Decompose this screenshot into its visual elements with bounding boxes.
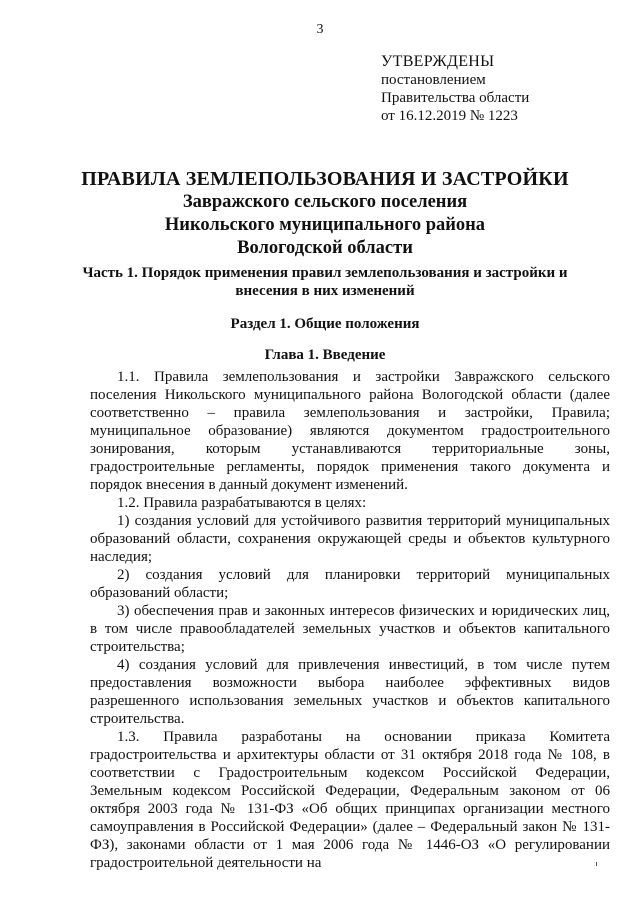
approval-line: Правительства области [381, 90, 530, 106]
paragraph-1-3: 1.3. Правила разработаны на основании приказа Комитета градостроительства и архитектуры области от 31 октября 2018 года № 108, в соответствии с Градостроительным кодексом Российской Федерации, Земельным кодексом Российской Федерации, Федеральным законом от 06 октября 2003 года № 131-ФЗ «Об общих принципах организации местного самоуправления в Российской Федерации» (далее – Федеральный закон № 131-ФЗ), законами области от 1 мая 2006 года № 1446-ОЗ «О регулировании градостроительной деятельности на [90, 729, 610, 871]
list-item: 2) создания условий для планировки территорий муниципальных образований области; [90, 567, 610, 601]
title-main: ПРАВИЛА ЗЕМЛЕПОЛЬЗОВАНИЯ И ЗАСТРОЙКИ [81, 168, 569, 190]
document-body [90, 368, 610, 872]
approval-title: УТВЕРЖДЕНЫ [381, 53, 495, 70]
list-item: 3) обеспечения прав и законных интересов физических и юридических лиц, в том числе правообладателей земельных участков и объектов капитального строительства; [90, 603, 610, 655]
paragraph-1-2: 1.2. Правила разрабатываются в целях: [117, 495, 367, 511]
part-heading: Часть 1. Порядок применения правил землепользования и застройки и внесения в них изменений [82, 265, 568, 299]
document-title [40, 167, 610, 260]
chapter-heading: Глава 1. Введение [264, 347, 386, 363]
list-item: 4) создания условий для привлечения инвестиций, в том числе путем предоставления возможности выбора наиболее эффективных видов разрешенного использования земельных участков и объектов капитального строительства. [90, 657, 610, 727]
section-heading: Раздел 1. Общие положения [230, 316, 420, 332]
list-item: 1) создания условий для устойчивого развития территорий муниципальных образований области, сохранения окружающей среды и объектов культурного наследия; [90, 513, 610, 565]
approval-date: от 16.12.2019 № 1223 [381, 108, 518, 124]
page-number: 3 [316, 22, 324, 37]
paragraph-1-1: 1.1. Правила землепользования и застройки Завражского сельского поселения Никольского муниципального района Вологодской области (далее соответственно – правила землепользования и застройки, Правила; муниципальное образование) являются документом градостроительного зонирования, которым устанавливаются территориальные зоны, градостроительные регламенты, порядок применения такого документа и порядок внесения в данный документ изменений. [90, 369, 610, 493]
title-region: Вологодской области [237, 238, 413, 258]
title-district: Никольского муниципального района [164, 215, 486, 235]
title-settlement: Завражского сельского поселения [182, 192, 468, 212]
approval-line: постановлением [381, 72, 486, 88]
scan-mark [596, 862, 597, 866]
approval-stamp [381, 53, 529, 125]
